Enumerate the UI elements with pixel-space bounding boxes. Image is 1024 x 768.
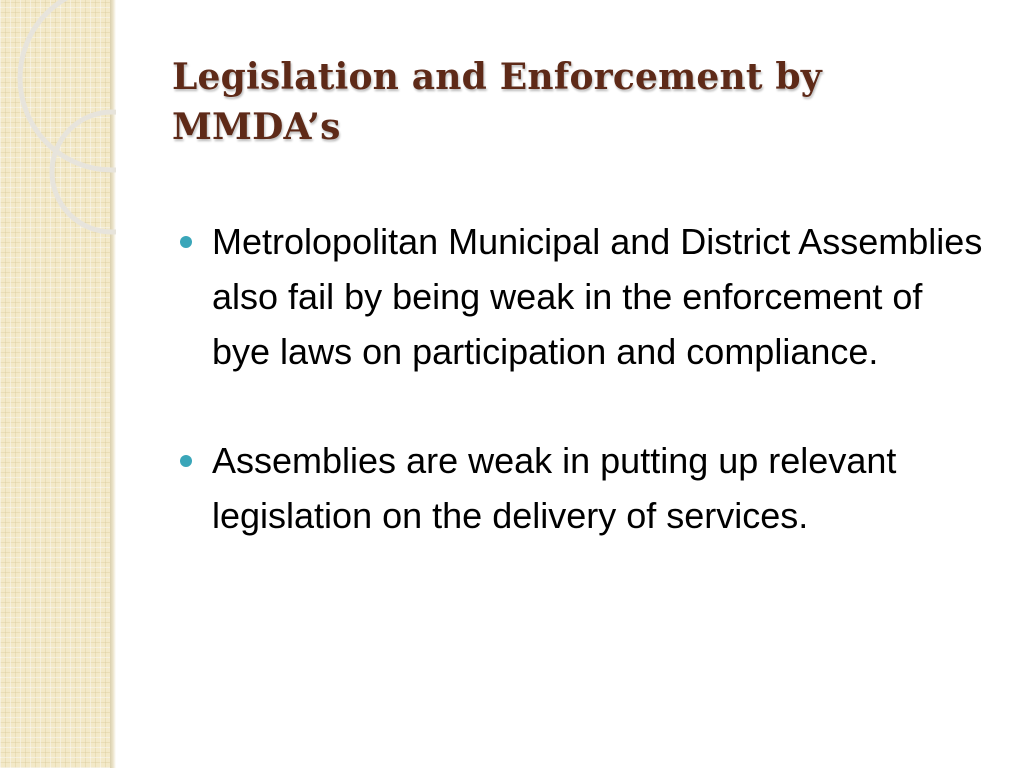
decorative-circle-large	[20, 0, 116, 170]
slide-title-line-1: Legislation and Enforcement by	[172, 56, 822, 98]
bullet-text: Metrolopolitan Municipal and District Assemblies also fail by being weak in the enforcement of bye laws on participation and compliance.	[212, 221, 983, 372]
bullet-text: Assemblies are weak in putting up relevant legislation on the delivery of services.	[212, 440, 897, 536]
bullet-item	[180, 433, 990, 543]
bullet-item	[180, 214, 990, 379]
decorative-circles	[0, 0, 116, 260]
slide-title-line-2: MMDA’s	[172, 106, 341, 148]
slide-title	[172, 52, 972, 152]
bullet-dot-icon	[180, 236, 192, 248]
bullet-dot-icon	[180, 455, 192, 467]
bullet-list	[180, 214, 990, 543]
